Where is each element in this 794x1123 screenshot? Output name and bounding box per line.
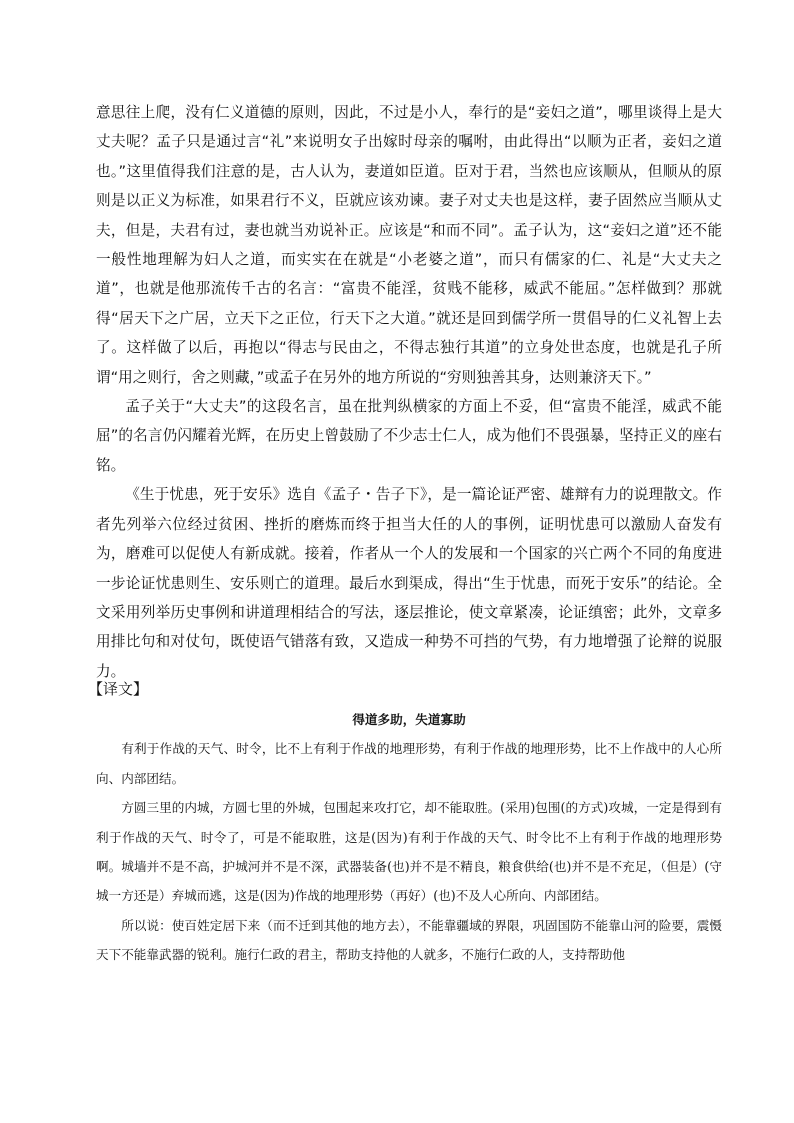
translation-title: 得道多助，失道寡助 [352, 712, 466, 727]
translation-section-heading: 【译文】 [88, 680, 149, 698]
translation-paragraph-1: 有利于作战的天气、时令，比不上有利于作战的地理形势，有利于作战的地理形势，比不上作战中的人心所向、内部团结。 [96, 741, 722, 786]
commentary-body [96, 98, 722, 686]
translation-body [96, 705, 722, 970]
translation-paragraph-2: 方圆三里的内城，方圆七里的外城，包围起来攻打它，却不能取胜。(采用)包围(的方式)攻城，一定是得到有利于作战的天气、时令了，可是不能取胜，这是(因为)有利于作战的天气、时令比不上有利于作战的地理形势啊。城墙并不是不高，护城河并不是不深，武器装备(也)并不是不精良，粮食供给(也)并不是不充足，（但是）(守城一方还是）弃城而逃，这是(因为)作战的地理形势（再好）(也)不及人心所向、内部团结。 [96, 800, 722, 904]
translation-paragraph-3: 所以说：使百姓定居下来（而不迁到其他的地方去），不能靠疆域的界限，巩固国防不能靠山河的险要，震慑天下不能靠武器的锐利。施行仁政的君主，帮助支持他的人就多，不施行仁政的人，支持帮助他 [96, 917, 722, 963]
commentary-paragraph-2: 孟子关于“大丈夫”的这段名言，虽在批判纵横家的方面上不妥，但“富贵不能淫，威武不能屈”的名言仍闪耀着光辉，在历史上曾鼓励了不少志士仁人，成为他们不畏强暴，坚持正义的座右铭。 [96, 398, 722, 474]
commentary-paragraph-1: 意思往上爬，没有仁义道德的原则，因此，不过是小人，奉行的是“妾妇之道”，哪里谈得上是大丈夫呢？孟子只是通过言“礼”来说明女子出嫁时母亲的嘱咐，由此得出“以顺为正者，妾妇之道也。”这里值得我们注意的是，古人认为，妻道如臣道。臣对于君，当然也应该顺从，但顺从的原则是以正义为标准，如果君行不义，臣就应该劝谏。妻子对丈夫也是这样，妻子固然应当顺从丈夫，但是，夫君有过，妻也就当劝说补正。应该是“和而不同”。孟子认为，这“妾妇之道”还不能一般性地理解为妇人之道，而实实在在就是“小老婆之道”，而只有儒家的仁、礼是“大丈夫之道”，也就是他那流传千古的名言：“富贵不能淫，贫贱不能移，威武不能屈。”怎样做到？那就得“居天下之广居，立天下之正位，行天下之大道。”就还是回到儒学所一贯倡导的仁义礼智上去了。这样做了以后，再抱以“得志与民由之，不得志独行其道”的立身处世态度，也就是孔子所谓“用之则行，舍之则藏，”或孟子在另外的地方所说的“穷则独善其身，达则兼济天下。” [96, 104, 722, 386]
commentary-paragraph-3: 《生于忧患，死于安乐》选自《孟子・告子下》，是一篇论证严密、雄辩有力的说理散文。作者先列举六位经过贫困、挫折的磨炼而终于担当大任的人的事例，证明忧患可以激励人奋发有为，磨难可以促使人有新成就。接着，作者从一个人的发展和一个国家的兴亡两个不同的角度进一步论证忧患则生、安乐则亡的道理。最后水到渠成，得出“生于忧患，而死于安乐”的结论。全文采用列举历史事例和讲道理相结合的写法，逐层推论，使文章紧凑，论证缜密；此外，文章多用排比句和对仗句，既使语气错落有致，又造成一种势不可挡的气势，有力地增强了论辩的说服力。 [96, 486, 722, 680]
